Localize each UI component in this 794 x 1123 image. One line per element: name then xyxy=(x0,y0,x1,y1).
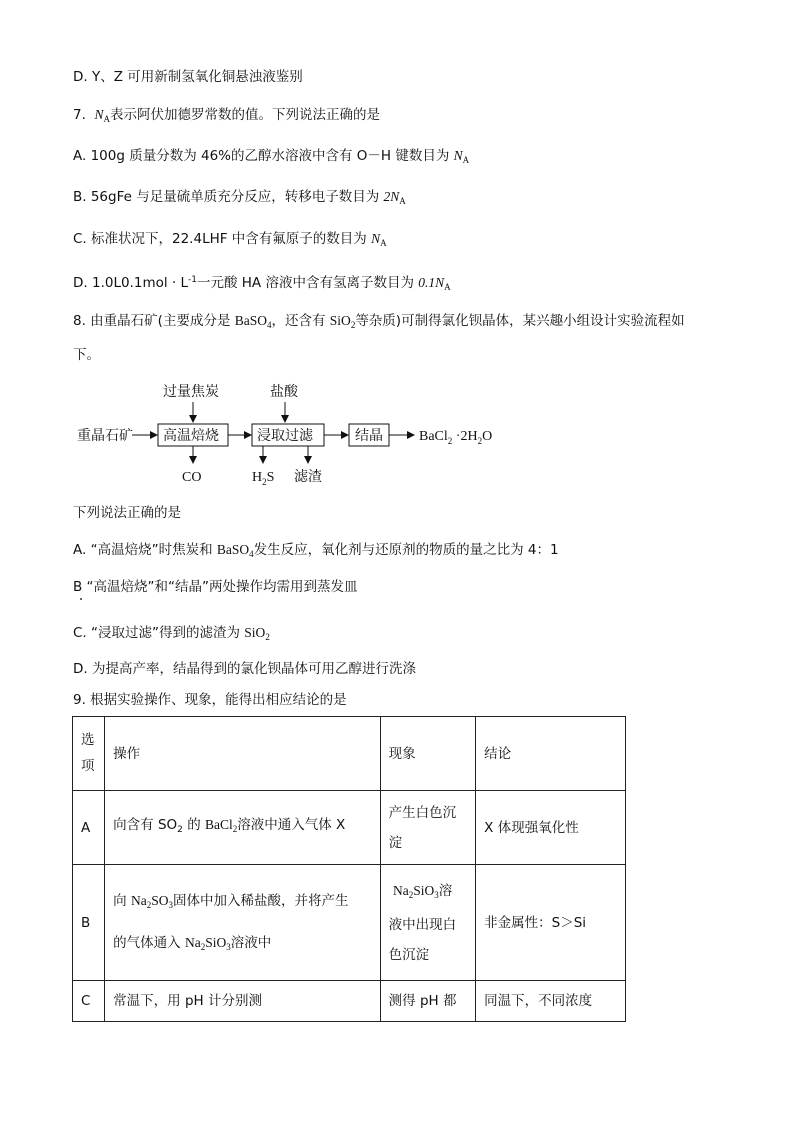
flow-step-crystal-label: 结晶 xyxy=(355,429,383,444)
flow-input-hcl: 盐酸 xyxy=(270,385,298,400)
header-conclusion: 结论 xyxy=(476,717,626,791)
q7-option-a: A. 100g 质量分数为 46%的乙醇水溶液中含有 O－H 键数目为 $N_A$ xyxy=(73,148,470,165)
flow-output-co: CO xyxy=(182,470,202,485)
row-b-phenomenon: $Na_2SiO_3$溶 液中出现白 色沉淀 xyxy=(380,865,476,981)
q9-stem: 9. 根据实验操作、现象，能得出相应结论的是 xyxy=(73,692,347,708)
table-row xyxy=(73,791,626,865)
header-phenomenon: 现象 xyxy=(380,717,476,791)
stray-dot xyxy=(80,598,82,600)
q7-stem: 7. $N_A$表示阿伏加德罗常数的值。下列说法正确的是 xyxy=(73,107,380,124)
table-header-row xyxy=(73,717,626,791)
q8-stem: 8. 由重晶石矿(主要成分是 BaSO$_4$，还含有 SiO$_2$等杂质)可制得氯化钡晶体，某兴趣小组设计实验流程如 xyxy=(73,313,685,330)
q8-option-d: D. 为提高产率，结晶得到的氯化钡晶体可用乙醇进行洗涤 xyxy=(73,661,416,677)
header-operation: 操作 xyxy=(105,717,380,791)
row-b-option: B xyxy=(73,865,105,981)
flow-step-leach-label: 浸取过滤 xyxy=(257,429,313,444)
row-a-conclusion: X 体现强氧化性 xyxy=(476,791,626,865)
process-flow-diagram xyxy=(0,375,794,490)
q8-option-a: A. “高温焙烧”时焦炭和 BaSO$_4$发生反应，氧化剂与还原剂的物质的量之比为 4：1 xyxy=(73,542,559,559)
q8-option-c: C. “浸取过滤”得到的滤渣为 SiO$_2$ xyxy=(73,625,270,642)
row-a-phenomenon: 产生白色沉 淀 xyxy=(380,791,476,865)
row-b-conclusion: 非金属性：S＞Si xyxy=(476,865,626,981)
q8-question: 下列说法正确的是 xyxy=(73,505,181,521)
row-c-phenomenon: 测得 pH 都 xyxy=(380,981,476,1022)
q7-option-b: B. 56gFe 与足量硫单质充分反应，转移电子数目为 $2N_A$ xyxy=(73,189,406,206)
flow-output-h2s: $H_2S$ xyxy=(252,470,275,487)
q6-option-d: D. Y、Z 可用新制氢氧化铜悬浊液鉴别 xyxy=(73,69,303,85)
row-c-conclusion: 同温下，不同浓度 xyxy=(476,981,626,1022)
row-a-operation: 向含有 $SO_2$ 的 BaCl$_2$溶液中通入气体 X xyxy=(105,791,380,865)
flow-input: 重晶石矿 xyxy=(77,429,133,444)
flow-product: BaCl$_2$ $\cdot 2H_2O$ xyxy=(419,429,493,446)
q8-stem-cont: 下。 xyxy=(73,347,100,363)
q7-option-c: C. 标准状况下，22.4LHF 中含有氟原子的数目为 $N_A$ xyxy=(73,231,387,248)
q8-option-b: B “高温焙烧”和“结晶”两处操作均需用到蒸发皿 xyxy=(73,579,358,595)
flow-input-coke: 过量焦炭 xyxy=(163,385,219,400)
header-option: 选项 xyxy=(73,717,105,791)
flow-output-residue: 滤渣 xyxy=(294,470,322,485)
row-c-option: C xyxy=(73,981,105,1022)
table-row xyxy=(73,865,626,981)
row-b-operation: 向 $Na_2SO_3$固体中加入稀盐酸，并将产生 的气体通入 $Na_2SiO_3$溶液中 xyxy=(105,865,380,981)
flow-step-roast-label: 高温焙烧 xyxy=(163,429,219,444)
table-row xyxy=(73,981,626,1022)
row-a-option: A xyxy=(73,791,105,865)
experiment-table xyxy=(72,716,626,1022)
row-c-operation: 常温下，用 pH 计分别测 xyxy=(105,981,380,1022)
q7-option-d: D. $1.0L0.1mol \cdot L^{-1}$一元酸 HA 溶液中含有氢离子数目为 $0.1N_A$ xyxy=(73,275,451,292)
